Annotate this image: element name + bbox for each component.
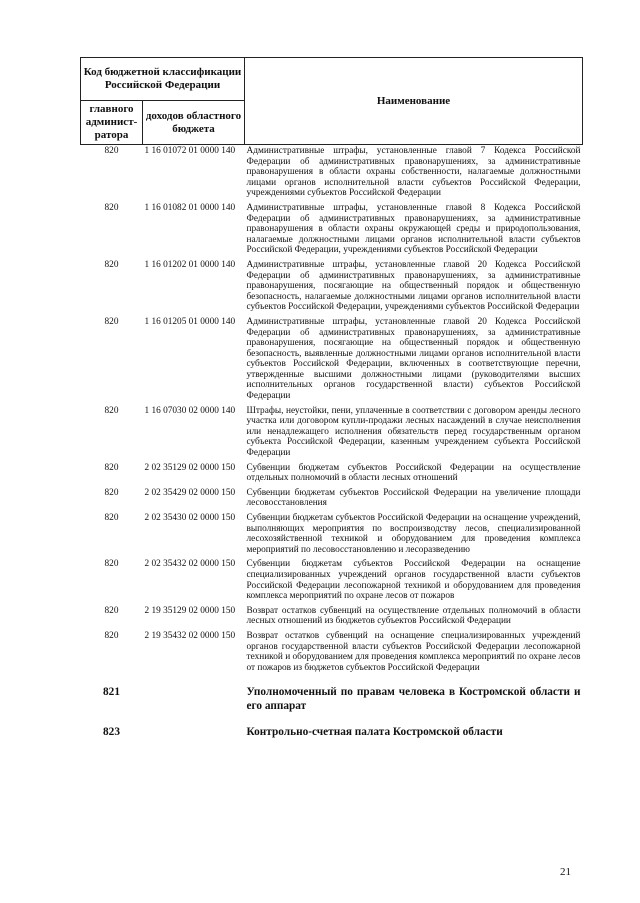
income-name: Административные штрафы, установленные главой 20 Кодекса Российской Федерации об административных правонарушениях, за административные правонарушения, посягающие на общественный порядок и общественную безопасность, налагаемые должностными лицами органов исполнительной власти субъектов Российской Федерации, учреждениями субъектов Российской Федерации <box>246 259 581 313</box>
income-code: 1 16 01202 01 0000 140 <box>144 259 236 270</box>
income-code: 2 02 35429 02 0000 150 <box>144 487 236 498</box>
income-code: 2 19 35432 02 0000 150 <box>144 630 236 641</box>
admin-code: 820 <box>104 259 119 270</box>
income-code: 1 16 01082 01 0000 140 <box>144 202 236 213</box>
income-name: Субвенции бюджетам субъектов Российской Федерации на оснащение учреждений, выполняющих мероприятия по воспроизводству лесов, специализированной лесохозяйственной техникой и оборудованием для проведения комплекса мероприятий по лесовосстановлению и лесоразведению <box>246 513 581 555</box>
admin-code: 820 <box>104 202 119 213</box>
budget-codes-table <box>80 57 583 743</box>
table-row <box>81 558 583 604</box>
header-code-group: Код бюджетной классификации Российской Федерации <box>81 58 245 101</box>
table-row <box>81 259 583 316</box>
income-name: Субвенции бюджетам субъектов Российской Федерации на осуществление отдельных полномочий в области лесных отношений <box>246 462 581 484</box>
income-name: Административные штрафы, установленные главой 7 Кодекса Российской Федерации об административных правонарушениях, за административные правонарушения в области охраны собственности, налагаемые должностными лицами органов исполнительной власти субъектов Российской Федерации, учреждениями субъектов Российской Федерации <box>246 146 581 199</box>
section-admin-code: 823 <box>103 726 120 739</box>
table-row <box>81 145 583 202</box>
admin-code: 820 <box>104 559 119 570</box>
section-name: Контрольно-счетная палата Костромской области <box>246 726 503 739</box>
admin-code: 820 <box>104 316 119 327</box>
table-row <box>81 512 583 558</box>
table-row <box>81 605 583 630</box>
income-code: 1 16 01205 01 0000 140 <box>144 316 236 327</box>
admin-code: 820 <box>104 487 119 498</box>
income-name: Возврат остатков субвенций на осуществление отдельных полномочий в области лесных отношений из бюджетов субъектов Российской Федерации <box>246 605 581 627</box>
page-number: 21 <box>560 866 571 878</box>
admin-code: 820 <box>104 630 119 641</box>
section-name: Уполномоченный по правам человека в Костромской области и его аппарат <box>246 686 581 712</box>
income-name: Административные штрафы, установленные главой 20 Кодекса Российской Федерации об административных правонарушениях, за административные правонарушения, посягающие на общественный порядок и общественную безопасность, выявленные должностными лицами органов исполнительной власти субъектов Российской Федерации, включенных в соответствующие перечни, утвержденные высшими должностными лицами (руководителями высших исполнительных органов государственной власти) субъектов Российской Федерации <box>246 316 581 402</box>
section-income-code <box>143 676 245 716</box>
admin-code: 820 <box>104 462 119 473</box>
income-name: Административные штрафы, установленные главой 8 Кодекса Российской Федерации об административных правонарушениях, за административные правонарушения в области охраны окружающей среды и природопользования, налагаемые должностными лицами органов исполнительной власти субъектов Российской Федерации, учреждениями субъектов Российской Федерации <box>246 202 581 256</box>
section-admin-code: 821 <box>103 686 120 699</box>
income-code: 2 19 35129 02 0000 150 <box>144 605 236 616</box>
income-name: Субвенции бюджетам субъектов Российской Федерации на увеличение площади лесовосстановления <box>246 487 581 509</box>
income-code: 1 16 01072 01 0000 140 <box>144 146 236 156</box>
section-row <box>81 676 583 716</box>
income-name: Штрафы, неустойки, пени, уплаченные в соответствии с договором аренды лесного участка или договором купли-продажи лесных насаждений в случае неисполнения или ненадлежащего исполнения обязательств перед государственным органом субъекта Российской Федерации, казенным учреждением субъекта Российской Федерации <box>246 405 581 459</box>
admin-code: 820 <box>104 605 119 616</box>
header-col-admin: главного админист-ратора <box>81 101 143 145</box>
income-code: 2 02 35432 02 0000 150 <box>144 559 236 570</box>
table-header <box>81 58 583 145</box>
income-code: 2 02 35129 02 0000 150 <box>144 462 236 473</box>
table-row <box>81 630 583 676</box>
table-row <box>81 462 583 487</box>
income-code: 2 02 35430 02 0000 150 <box>144 513 236 523</box>
section-income-code <box>143 716 245 743</box>
table-row <box>81 487 583 512</box>
admin-code: 820 <box>104 146 119 156</box>
income-code: 1 16 07030 02 0000 140 <box>144 405 236 416</box>
income-name: Возврат остатков субвенций на оснащение специализированных учреждений органов государственной власти субъектов Российской Федерации лесопожарной техникой и оборудованием для проведения комплекса мероприятий по охране лесов от пожаров из бюджетов субъектов Российской Федерации <box>246 630 581 673</box>
table-row <box>81 405 583 462</box>
income-name: Субвенции бюджетам субъектов Российской Федерации на оснащение специализированных учреждений органов государственной власти субъектов Российской Федерации лесопожарной техникой и оборудованием для проведения комплекса мероприятий по охране лесов от пожаров <box>246 559 581 602</box>
section-row <box>81 716 583 743</box>
admin-code: 820 <box>104 405 119 416</box>
table-row <box>81 316 583 405</box>
table-body <box>81 145 583 743</box>
header-col-income: доходов областного бюджета <box>143 101 245 145</box>
header-name: Наименование <box>245 58 583 145</box>
admin-code: 820 <box>104 513 119 523</box>
table-row <box>81 202 583 259</box>
